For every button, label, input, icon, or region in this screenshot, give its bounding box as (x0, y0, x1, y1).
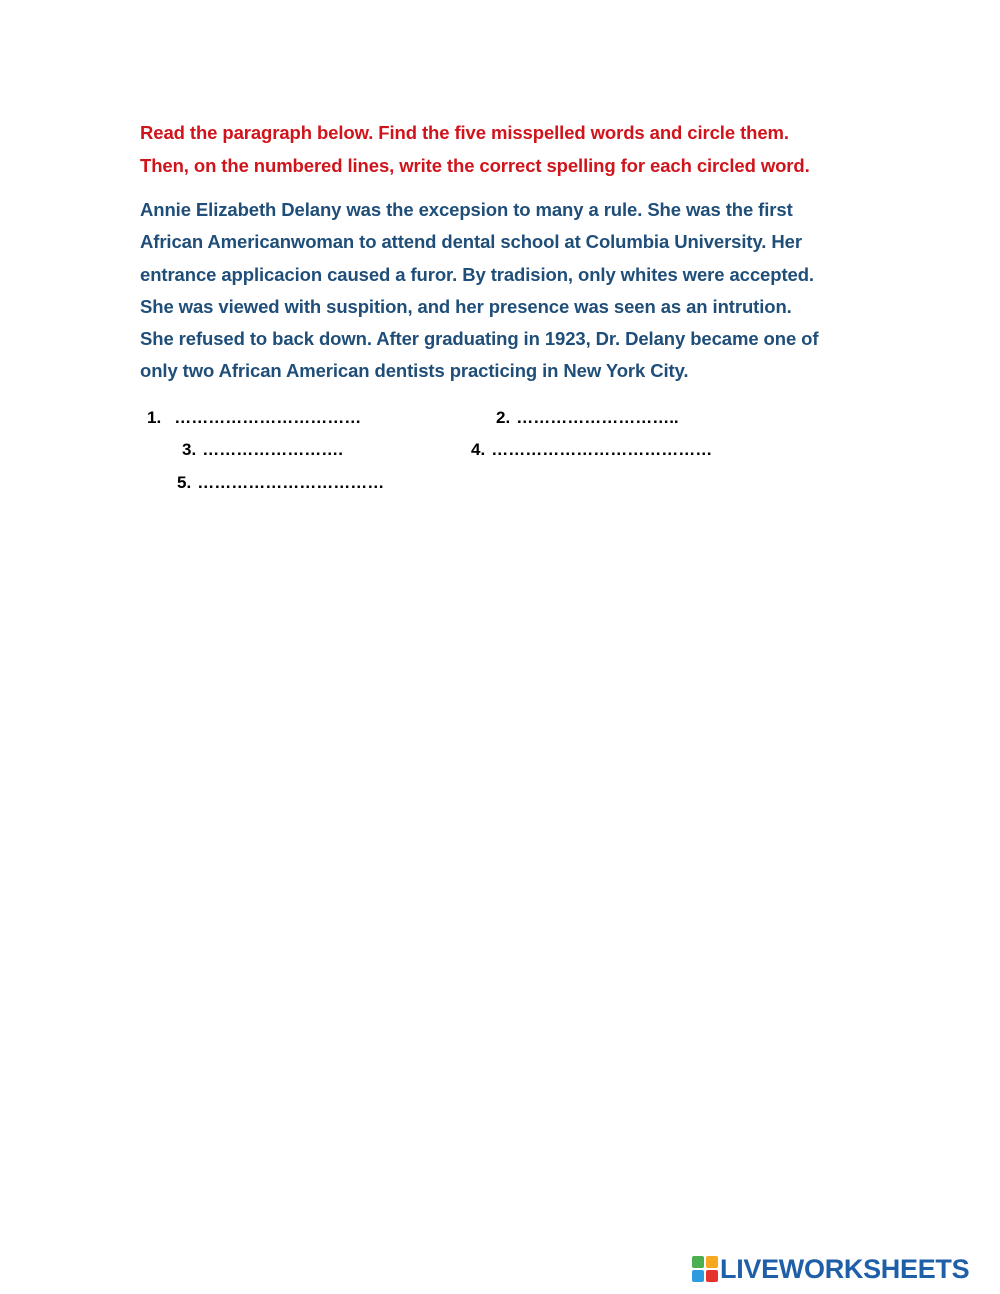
instructions (140, 116, 940, 182)
instructions-line-2: Then, on the numbered lines, write the correct spelling for each circled word. (140, 155, 810, 176)
answer-blank[interactable]: …………………………… (174, 408, 362, 427)
answer-number: 5. (177, 473, 192, 492)
logo-square-icon (706, 1256, 718, 1268)
reading-paragraph (140, 194, 960, 388)
answer-number: 4. (471, 440, 486, 459)
logo-square-icon (692, 1256, 704, 1268)
paragraph-line: She refused to back down. After graduating in 1923, Dr. Delany became one of (140, 328, 819, 350)
paragraph-line: She was viewed with suspition, and her presence was seen as an intrution. (140, 295, 792, 317)
paragraph-line: only two African American dentists practicing in New York City. (140, 360, 689, 382)
paragraph-line: Annie Elizabeth Delany was the excepsion to many a rule. She was the first (140, 199, 793, 220)
answer-line-1[interactable] (147, 408, 361, 428)
answer-blank[interactable]: ……………………. (202, 440, 343, 459)
logo-square-icon (706, 1270, 718, 1282)
answer-line-4[interactable] (471, 440, 712, 460)
answer-number: 2. (496, 408, 511, 427)
answer-number: 1. (147, 408, 162, 427)
answer-number: 3. (182, 440, 197, 459)
answer-blank[interactable]: ………………………………… (491, 440, 713, 459)
answer-blank[interactable]: …………………………… (197, 473, 385, 492)
logo-square-icon (692, 1270, 704, 1282)
logo-mark-icon (692, 1256, 718, 1282)
paragraph-line: entrance applicacion caused a furor. By tradision, only whites were accepted. (140, 263, 814, 285)
instructions-line-1: Read the paragraph below. Find the five misspelled words and circle them. (140, 122, 789, 143)
paragraph-line: African Americanwoman to attend dental school at Columbia University. Her (140, 231, 802, 253)
answer-line-2[interactable] (496, 408, 679, 428)
answer-blank[interactable]: ……………………….. (516, 408, 679, 427)
logo-text: LIVEWORKSHEETS (720, 1254, 970, 1284)
answer-line-5[interactable] (177, 473, 384, 493)
answer-line-3[interactable] (182, 440, 343, 460)
liveworksheets-logo (692, 1254, 969, 1284)
